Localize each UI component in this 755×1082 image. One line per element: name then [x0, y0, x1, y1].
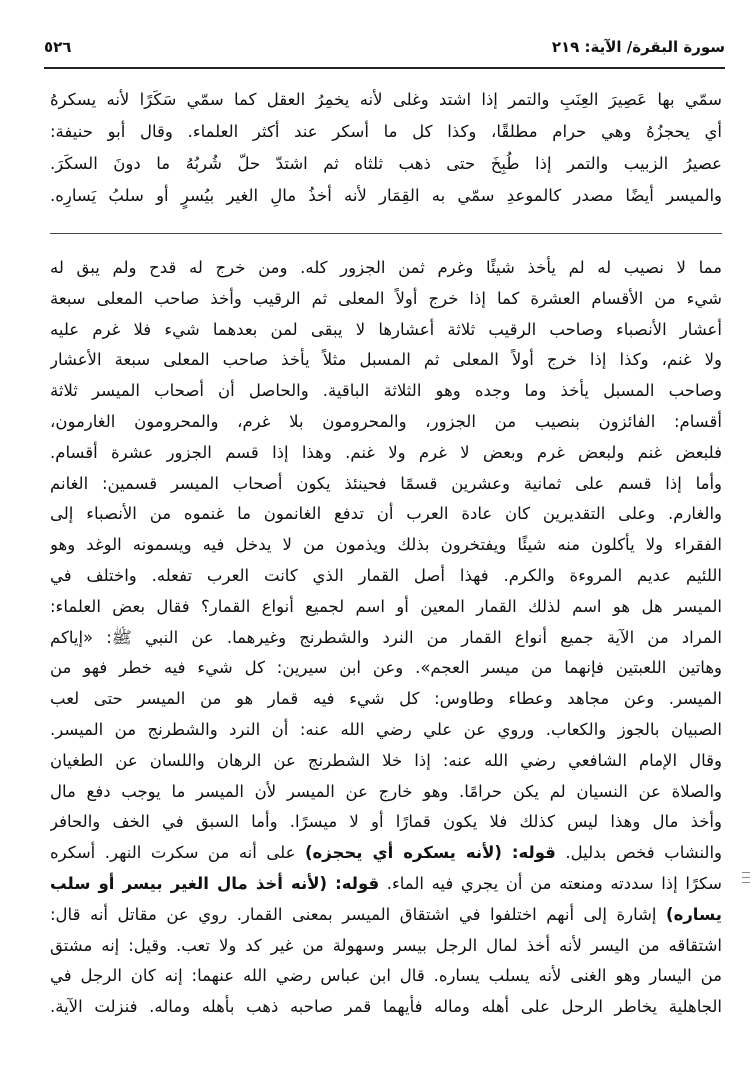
page-number: ٥٢٦: [44, 38, 72, 56]
text-line: [50, 84, 722, 116]
text-segment: من اليسار وهو الغنى لأنه يسلب يساره. قال ابن عباس رضي الله عنهما: إنه كان الرجل في: [50, 966, 722, 986]
text-line: [50, 407, 722, 438]
text-line: [50, 807, 722, 838]
text-segment: على أنه من سكرت النهر. أسكره: [50, 843, 305, 863]
commentary-text: [50, 84, 722, 212]
text-segment: اشتقاقه من اليسر لأنه أخذ لمال الرجل بيسر وسهولة من غير كد ولا تعب. وقيل: إنه مشتق: [50, 935, 722, 955]
text-segment: والصلاة عن النسيان لم يكن حرامًا. وهو خارج عن الميسر لأن الميسر ما يوجب دفع مال: [50, 781, 722, 801]
text-line: [50, 838, 722, 869]
text-line: [50, 623, 722, 654]
text-segment: وقال الإمام الشافعي رضي الله عنه: إذا خلا الشطرنج عن الرهان واللسان عن الطغيان: [50, 750, 722, 770]
text-line: [50, 653, 722, 684]
text-line: [50, 530, 722, 561]
text-segment: وهاتين اللعبتين فإنهما من ميسر العجم». وعن ابن سيرين: كل شيء فيه خطر فهو من: [50, 658, 722, 678]
text-line: [50, 116, 722, 148]
text-segment: أعشار الأنصباء وصاحب الرقيب ثلاثة أعشارها لا يبقى لمن بعدهما شيء فلا غرم عليه: [50, 319, 722, 339]
text-segment: إشارة إلى أنهم اختلفوا في اشتقاق الميسر بمعنى القمار. روي عن مقاتل أنه قال:: [50, 904, 667, 924]
text-segment: ولا غنم، وكذا إذا خرج أولاً المعلى ثم المسبل مثلاً يأخذ صاحب المعلى سبعة الأعشار: [50, 350, 722, 370]
text-segment: عصيرُ الزبيب والتمر إذا طُبِخَ حتى ذهب ثلثاه ثم اشتدّ حلّ شُربُهُ ما دونَ السكَرَ.: [50, 154, 722, 173]
text-line: [50, 376, 722, 407]
text-line: [50, 992, 722, 1023]
text-segment: شيء من الأقسام العشرة كما إذا خرج أولاً المعلى ثم الرقيب وأخذ صاحب المعلى سبعة: [50, 288, 722, 308]
text-line: [50, 561, 722, 592]
text-line: [50, 715, 722, 746]
text-line: [50, 931, 722, 962]
text-segment: سكرًا إذا سددته ومنعته من أن يجري فيه الماء.: [379, 873, 722, 893]
text-segment: الجاهلية يخاطر الرحل على أهله وماله فأيهما قمر صاحبه ذهب بأهله وماله. فنزلت الآية.: [50, 997, 722, 1017]
page-header: [44, 32, 725, 62]
text-line: [50, 469, 722, 500]
text-line: [50, 253, 722, 284]
text-segment: مما لا نصيب له لم يأخذ شيئًا وغرم ثمن الجزور كله. ومن خرج له قدح ولم يبق له: [50, 258, 722, 277]
header-rule: [44, 67, 725, 69]
text-segment: وأما إذا قسم على ثمانية وعشرين قسمًا فحينئذ يكون أصحاب الميسر قسمين: الغانم: [50, 473, 722, 493]
text-line: [50, 869, 722, 900]
text-segment: فلبعض غنم ولبعض غرم وبعض لا غرم ولا غنم. وهذا إذا قسم الجزور عشرة أقسام.: [50, 442, 722, 462]
text-line: [50, 438, 722, 469]
text-line: [50, 961, 722, 992]
text-line: [50, 345, 722, 376]
annotation-text: [50, 253, 722, 1023]
text-line: [50, 499, 722, 530]
text-segment: سمّي بها عَصِيرَ العِنَبِ والتمر إذا اشتد وغلى لأنه يخمِرُ العقل كما سمّي سَكَرًا لأنه يسكرهُ: [50, 90, 722, 109]
text-segment: الميسر. وعن مجاهد وعطاء وطاوس: كل شيء فيه قمار هو من الميسر حتى لعب: [50, 689, 722, 709]
quoted-phrase: يساره): [666, 904, 722, 924]
section-divider: [50, 233, 722, 234]
text-line: [50, 592, 722, 623]
quoted-phrase: قوله: (لأنه يسكره أي يحجزه): [304, 843, 556, 863]
text-line: [50, 900, 722, 931]
text-segment: أي يحجزُهُ وهي حرام مطلقًا، وكذا كل ما أسكر عند أكثر العلماء. وقال أبو حنيفة:: [50, 122, 722, 141]
text-segment: والغارم. وعلى التقديرين كان عادة العرب أن تدفع الغانمون ما غنموه من الأنصباء إلى: [50, 504, 722, 524]
text-line: [50, 746, 722, 777]
text-segment: وأخذ مال وهذا ليس كذلك فلا يكون قمارًا أو لا ميسرًا. وأما السبق في الخف والحافر: [50, 812, 722, 832]
text-line: [50, 180, 722, 212]
text-segment: وصاحب المسبل يأخذ وما وجده وهو الثلاثة الباقية. والحاصل أن أصحاب الميسر ثلاثة: [50, 381, 722, 401]
running-title: سورة البقرة/ الآية: ٢١٩: [551, 38, 725, 56]
text-line: [50, 684, 722, 715]
text-segment: والميسر أيضًا مصدر كالموعدِ سمّي به القِمَار لأنه أخذُ مالِ الغير بيُسرٍ أو سلبُ يَسارِه.: [50, 186, 722, 205]
text-segment: الصبيان بالجوز والكعاب. وروي عن علي رضي الله عنه: أن النرد والشطرنج من الميسر.: [50, 719, 722, 739]
text-segment: والنشاب فخص بدليل.: [555, 843, 722, 863]
text-segment: المراد من الآية جميع أنواع القمار من النرد والشطرنج وغيرهما. عن النبي ﷺ: «إياكم: [50, 627, 722, 647]
text-line: [50, 315, 722, 346]
text-segment: اللئيم عديم المروءة والكرم. فهذا أصل القمار الذي كانت العرب تفعله. واختلف في: [50, 565, 722, 585]
quoted-phrase: قوله: (لأنه أخذ مال الغير بيسر أو سلب: [50, 873, 380, 893]
text-segment: أقسام: الفائزون بنصيب من الجزور، والمحرومون بلا غرم، والمحرومون الغارمون،: [50, 411, 722, 431]
text-line: [50, 777, 722, 808]
text-segment: الفقراء ولا يأكلون منه شيئًا ويفتخرون بذلك ويذمون من لا يدخل فيه ويسمونه الوغد وهو: [50, 535, 722, 555]
text-line: [50, 148, 722, 180]
text-line: [50, 284, 722, 315]
margin-marks: [742, 872, 750, 887]
text-segment: الميسر هل هو اسم لذلك القمار المعين أو اسم لجميع أنواع القمار؟ فقال بعض العلماء:: [50, 596, 722, 616]
